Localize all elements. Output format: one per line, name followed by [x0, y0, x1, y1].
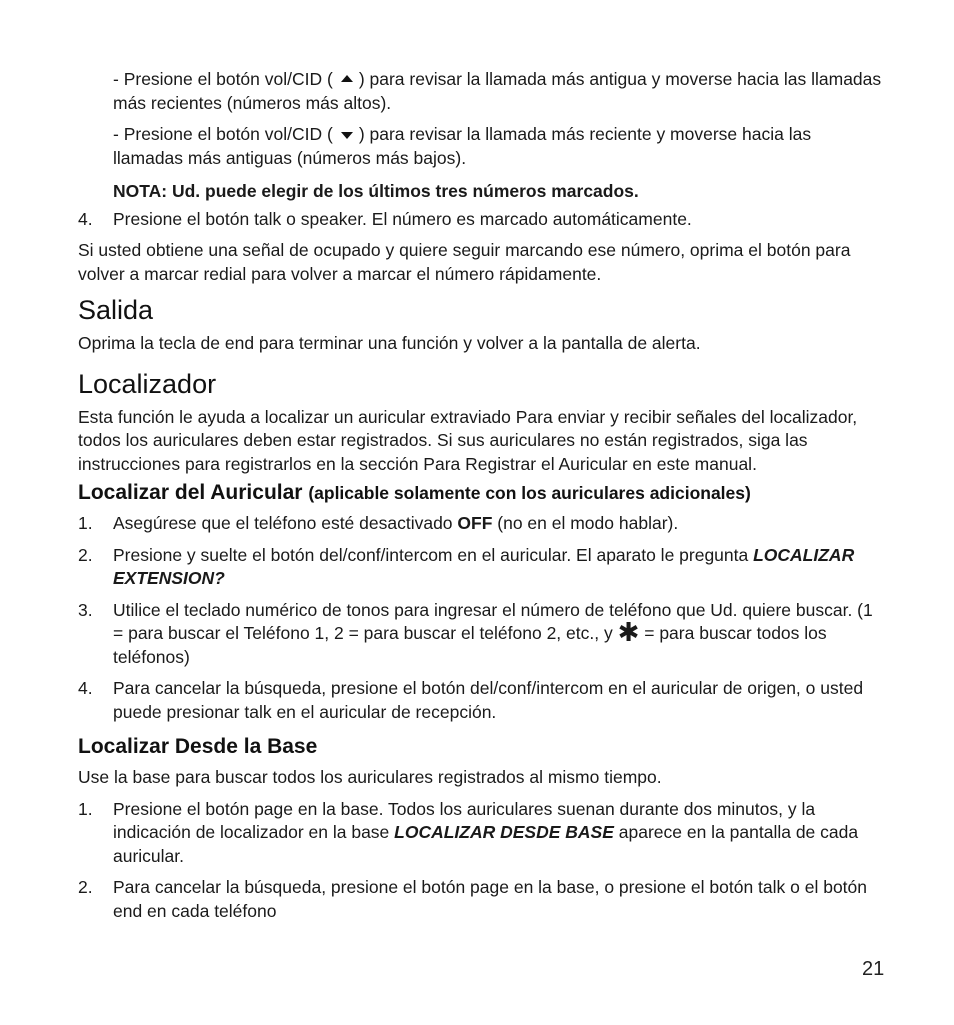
subsection-heading-localizar-base: Localizar Desde la Base — [78, 735, 318, 758]
subsection-heading-localizar-auricular — [78, 480, 884, 506]
step-number: 4. — [78, 678, 93, 698]
step-text: Presione y suelte el botón del/conf/intercom en el auricular. El aparato le pregunta LOCALIZAR EXTENSION? — [113, 544, 855, 588]
step-text: Utilice el teclado numérico de tonos para ingresar el número de teléfono que Ud. quiere buscar. (1 = para buscar el Teléfono 1, 2 = para buscar el teléfono 2, etc., y ✱ = para buscar todos los teléfonos) — [113, 599, 873, 667]
vol-up-text-prefix: - Presione el botón vol/CID ( — [113, 69, 333, 89]
busy-signal-paragraph: Si usted obtiene una señal de ocupado y quiere seguir marcando ese número, oprima el botón para volver a marcar redial para volver a marcar el número rápidamente. — [78, 240, 851, 284]
step-talk-speaker — [78, 208, 884, 232]
star-icon: ✱ — [617, 617, 640, 647]
step-number: 2. — [78, 544, 93, 565]
step-number: 1. — [78, 798, 93, 819]
vol-up-text-suffix: ) para revisar la llamada más antigua y moverse hacia las llamadas más recientes (números más altos). — [113, 69, 882, 113]
page-number: 21 — [862, 958, 885, 980]
list-item — [78, 599, 884, 670]
display-prompt: LOCALIZAR EXTENSION? — [113, 544, 855, 588]
vol-down-text-prefix: - Presione el botón vol/CID ( — [113, 124, 333, 144]
step-text: Para cancelar la búsqueda, presione el botón del/conf/intercom en el auricular de origen, o usted puede presionar talk en el auricular de recepción. — [113, 678, 864, 722]
section-heading-localizador: Localizador — [78, 368, 217, 399]
list-item — [78, 876, 884, 923]
step-text: Presione el botón page en la base. Todos los auriculares suenan durante dos minutos, y la indicación de localizador en la base LOCALIZAR DESDE BASE aparece en la pantalla de cada auricular. — [113, 798, 859, 866]
subsection-note: (aplicable solamente con los auriculares adicionales) — [308, 483, 751, 503]
step-text: Presione el botón talk o speaker. El número es marcado automáticamente. — [113, 208, 692, 229]
step-number: 1. — [78, 513, 93, 533]
vol-up-instruction — [78, 68, 884, 115]
step-number: 4. — [78, 208, 93, 229]
step-number: 2. — [78, 877, 93, 897]
display-prompt: LOCALIZAR DESDE BASE — [394, 822, 614, 842]
list-item — [78, 798, 884, 869]
subsection-title: Localizar del Auricular — [78, 481, 303, 504]
salida-text: Oprima la tecla de end para terminar una función y volver a la pantalla de alerta. — [78, 333, 701, 353]
list-item — [78, 544, 884, 591]
list-item — [78, 677, 884, 724]
localizar-base-text: Use la base para buscar todos los auriculares registrados al mismo tiempo. — [78, 767, 662, 787]
localizador-text: Esta función le ayuda a localizar un auricular extraviado Para enviar y recibir señales del localizador, todos los auriculares deben estar registrados. Si sus auriculares no están registrados, siga las instrucciones para registrarlos en la sección Para Registrar el Auricular en este manual. — [78, 406, 858, 474]
step-text: Para cancelar la búsqueda, presione el botón page en la base, o presione el botón talk o el botón end en cada teléfono — [113, 877, 868, 921]
vol-down-text-suffix: ) para revisar la llamada más reciente y moverse hacia las llamadas más antiguas (números más bajos). — [113, 124, 812, 168]
off-label: OFF — [457, 513, 493, 533]
arrow-down-icon — [341, 132, 353, 139]
manual-page-content — [78, 68, 884, 931]
section-heading-salida: Salida — [78, 295, 154, 325]
arrow-up-icon — [341, 75, 353, 82]
step-number: 3. — [78, 599, 93, 620]
note-last-three: NOTA: Ud. puede elegir de los últimos tres números marcados. — [113, 181, 639, 201]
list-item — [78, 512, 884, 536]
vol-down-instruction — [78, 123, 884, 170]
step-text: Asegúrese que el teléfono esté desactivado OFF (no en el modo hablar). — [113, 513, 679, 533]
